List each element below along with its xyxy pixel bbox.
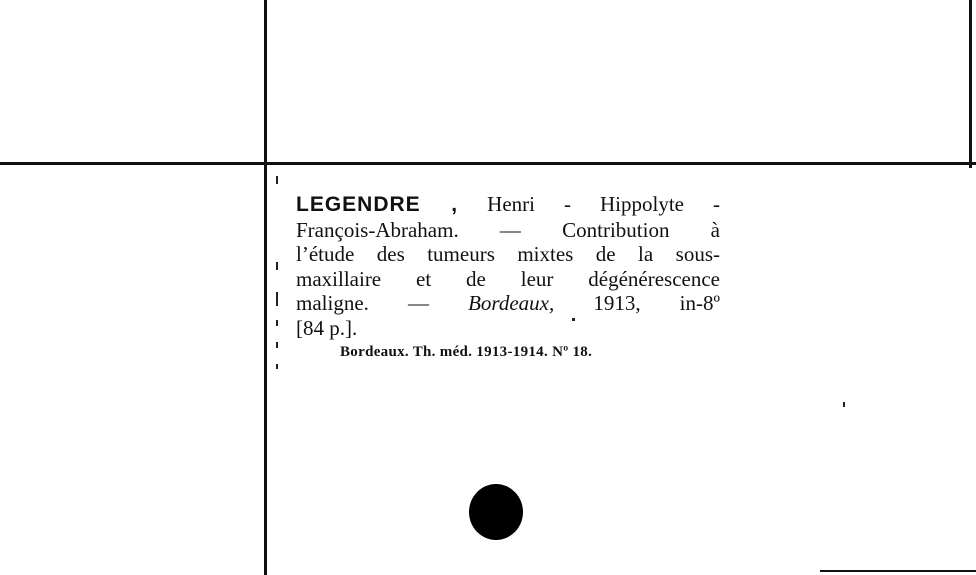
bibliographic-entry xyxy=(296,192,720,340)
year-format: 1913, in-8º xyxy=(593,291,720,315)
author-given-names-2: François-Abraham. xyxy=(296,217,459,242)
speck xyxy=(276,320,278,326)
entry-line-6 xyxy=(296,316,720,341)
speck xyxy=(572,318,575,321)
publication-place: Bordeaux, xyxy=(468,291,555,315)
vertical-rule xyxy=(264,0,267,575)
dash: — xyxy=(408,291,429,315)
author-surname: LEGENDRE , xyxy=(296,193,459,216)
thesis-note: Bordeaux. Th. méd. 1913-1914. Nº 18. xyxy=(340,344,593,360)
author-given-names-1: Henri - Hippolyte - xyxy=(487,192,721,216)
speck xyxy=(276,262,278,270)
right-edge-rule xyxy=(969,0,972,168)
title-end: maligne. xyxy=(296,291,369,315)
entry-line-2 xyxy=(296,218,720,243)
speck xyxy=(276,342,278,348)
entry-line-5 xyxy=(296,291,720,316)
entry-line-1 xyxy=(296,192,720,218)
speck xyxy=(843,402,845,407)
speck xyxy=(276,364,278,369)
speck xyxy=(276,176,278,184)
title-part-1: — Contribution à xyxy=(499,217,720,242)
page-count: [84 p.]. xyxy=(296,315,358,340)
bottom-edge-rule xyxy=(820,570,976,572)
entry-line-3: l’étude des tumeurs mixtes de la sous- xyxy=(296,242,720,266)
horizontal-rule xyxy=(0,162,976,165)
punch-hole xyxy=(469,484,523,540)
entry-line-4: maxillaire et de leur dégénérescence xyxy=(296,266,720,291)
speck xyxy=(276,292,278,306)
